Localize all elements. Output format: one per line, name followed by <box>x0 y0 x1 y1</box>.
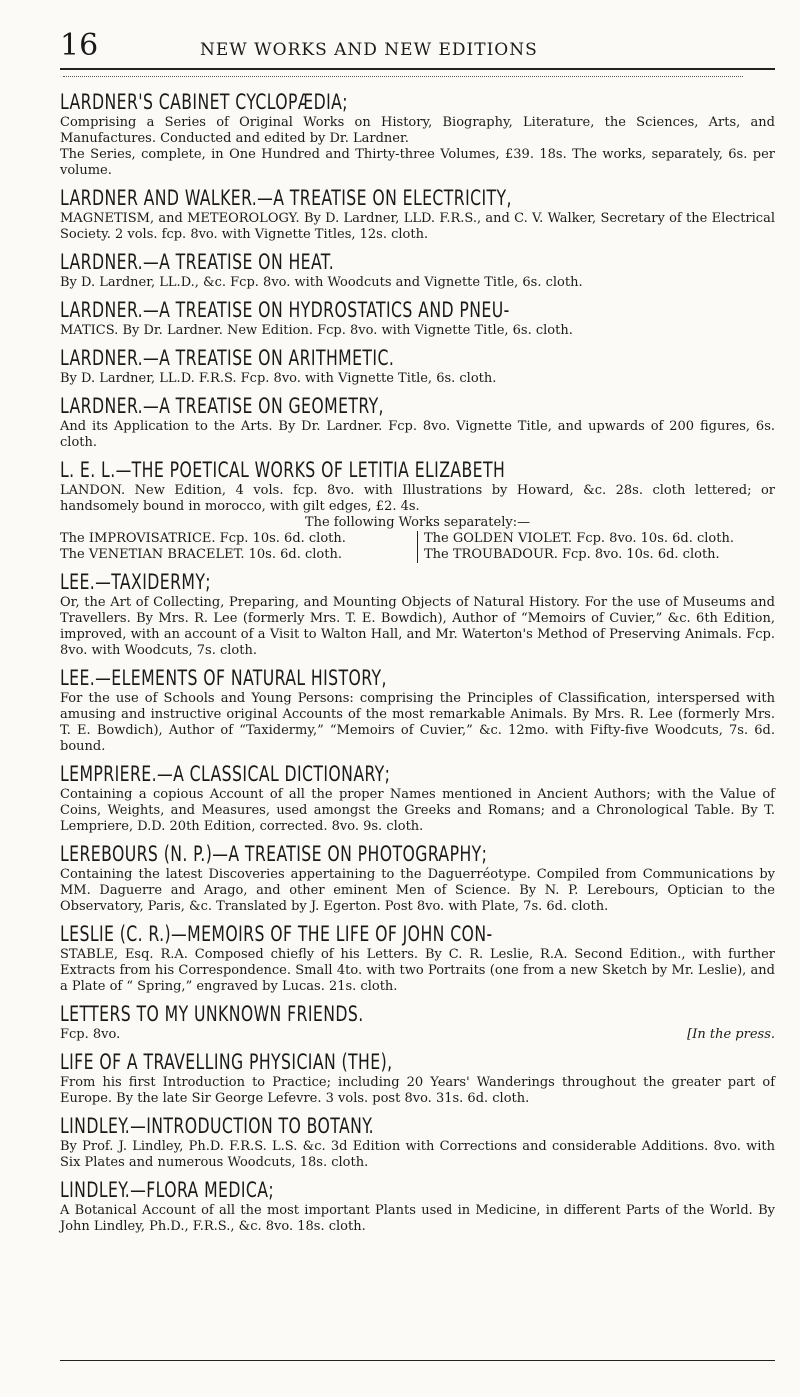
entry-paragraph: By D. Lardner, LL.D., &c. Fcp. 8vo. with Woodcuts and Vignette Title, 6s. cloth. <box>60 275 583 290</box>
entry-title: LARDNER.—A TREATISE ON HEAT. <box>60 250 335 274</box>
entry-title: LARDNER.—A TREATISE ON HYDROSTATICS AND PNEU- <box>60 298 510 322</box>
entry-paragraph: By D. Lardner, LL.D. F.R.S. Fcp. 8vo. with Vignette Title, 6s. cloth. <box>60 371 497 386</box>
catalogue-entry <box>60 569 775 659</box>
entry-paragraph: Containing the latest Discoveries appertaining to the Daguerréotype. Compiled from Communications by MM. Daguerre and Arago, and other eminent Men of Science. By N. P. Lerebours, Optician to the Observatory, Paris, &c. Translated by J. Egerton. Post 8vo. with Plate, 7s. 6d. cloth. <box>60 867 775 914</box>
entry-title: LIFE OF A TRAVELLING PHYSICIAN (THE), <box>60 1050 393 1074</box>
entry-title: LETTERS TO MY UNKNOWN FRIENDS. <box>60 1002 364 1026</box>
entry-paragraph: A Botanical Account of all the most important Plants used in Medicine, in different Parts of the World. By John Lindley, Ph.D., F.R.S., &c. 8vo. 18s. cloth. <box>60 1203 775 1234</box>
catalogue-entry <box>60 1001 775 1043</box>
catalogue-entry <box>60 921 775 995</box>
entry-paragraph: Or, the Art of Collecting, Preparing, and Mounting Objects of Natural History. For the use of Museums and Travellers. By Mrs. R. Lee (formerly Mrs. T. E. Bowdich), Author of “Memoirs of Cuvier,” &c. 6th Edition, improved, with an account of a Visit to Walton Hall, and Mr. Waterton's Method of Preserving Animals. Fcp. 8vo. with Woodcuts, 7s. cloth. <box>60 595 775 658</box>
entry-title: LEMPRIERE.—A CLASSICAL DICTIONARY; <box>60 762 391 786</box>
works-column-left <box>60 531 418 563</box>
work-item: The IMPROVISATRICE. Fcp. 10s. 6d. cloth. <box>60 531 346 546</box>
entry-paragraph: From his first Introduction to Practice; including 20 Years' Wanderings throughout the greater part of Europe. By the late Sir George Lefevre. 3 vols. post 8vo. 31s. 6d. cloth. <box>60 1075 775 1106</box>
entry-body <box>60 1203 775 1235</box>
catalogue-entry <box>60 89 775 179</box>
entry-paragraph: The Series, complete, in One Hundred and Thirty-three Volumes, £39. 18s. The works, separately, 6s. per volume. <box>60 147 775 178</box>
catalogue-entry <box>60 297 775 339</box>
sub-note: The following Works separately:— <box>304 515 531 530</box>
page-header <box>60 18 775 70</box>
entry-body <box>60 867 775 915</box>
entry-title: LEREBOURS (N. P.)—A TREATISE ON PHOTOGRAPHY; <box>60 842 488 866</box>
catalogue-entry <box>60 249 775 291</box>
format-note: Fcp. 8vo. <box>60 1027 121 1042</box>
separate-works-list <box>60 531 775 563</box>
entry-body <box>60 1139 775 1171</box>
entry-paragraph: For the use of Schools and Young Persons: comprising the Principles of Classification, interspersed with amusing and instructive original Accounts of the most remarkable Animals. By Mrs. R. Lee (formerly Mrs. T. E. Bowdich), Author of “Taxidermy,” “Memoirs of Cuvier,” &c. 12mo. with Fifty-five Woodcuts, 7s. 6d. bound. <box>60 691 775 754</box>
entry-title: LINDLEY.—FLORA MEDICA; <box>60 1178 275 1202</box>
entry-body <box>60 419 775 451</box>
running-head: NEW WORKS AND NEW EDITIONS <box>200 40 538 60</box>
entry-body <box>60 947 775 995</box>
works-column-right <box>418 531 775 563</box>
work-item: The VENETIAN BRACELET. 10s. 6d. cloth. <box>60 547 342 562</box>
catalogue-entry <box>60 393 775 451</box>
press-line <box>60 1027 775 1043</box>
entry-title: LARDNER'S CABINET CYCLOPÆDIA; <box>60 90 348 114</box>
entry-paragraph: STABLE, Esq. R.A. Composed chiefly of his Letters. By C. R. Leslie, R.A. Second Edition., with further Extracts from his Correspondence. Small 4to. with two Portraits (one from a new Sketch by Mr. Leslie), and a Plate of “ Spring,” engraved by Lucas. 21s. cloth. <box>60 947 775 994</box>
entry-body <box>60 595 775 659</box>
entry-body <box>60 371 775 387</box>
catalogue-page <box>60 18 775 1235</box>
entry-title: LINDLEY.—INTRODUCTION TO BOTANY. <box>60 1114 375 1138</box>
catalogue-entry <box>60 761 775 835</box>
entry-body <box>60 275 775 291</box>
entry-body <box>60 115 775 179</box>
entry-body <box>60 787 775 835</box>
work-item: The GOLDEN VIOLET. Fcp. 8vo. 10s. 6d. cloth. <box>424 531 734 546</box>
work-item: The TROUBADOUR. Fcp. 8vo. 10s. 6d. cloth. <box>424 547 720 562</box>
entry-title: LEE.—ELEMENTS OF NATURAL HISTORY, <box>60 666 387 690</box>
catalogue-entry <box>60 457 775 563</box>
bottom-rule <box>60 1360 775 1361</box>
catalogue-entry <box>60 345 775 387</box>
entry-body <box>60 323 775 339</box>
catalogue-entry <box>60 1049 775 1107</box>
entries-list <box>60 89 775 1235</box>
in-press-note: [In the press. <box>687 1027 775 1042</box>
entry-title: LEE.—TAXIDERMY; <box>60 570 212 594</box>
entry-paragraph: By Prof. J. Lindley, Ph.D. F.R.S. L.S. &c. 3d Edition with Corrections and considerable Additions. 8vo. with Six Plates and numerous Woodcuts, 18s. cloth. <box>60 1139 775 1170</box>
catalogue-entry <box>60 1177 775 1235</box>
entry-title: LESLIE (C. R.)—MEMOIRS OF THE LIFE OF JOHN CON- <box>60 922 493 946</box>
entry-title: LARDNER AND WALKER.—A TREATISE ON ELECTRICITY, <box>60 186 512 210</box>
catalogue-entry <box>60 665 775 755</box>
ornamental-rule <box>63 76 743 83</box>
page-number: 16 <box>60 28 99 63</box>
entry-paragraph: MATICS. By Dr. Lardner. New Edition. Fcp. 8vo. with Vignette Title, 6s. cloth. <box>60 323 573 338</box>
entry-body <box>60 483 775 515</box>
catalogue-entry <box>60 185 775 243</box>
entry-paragraph: Comprising a Series of Original Works on History, Biography, Literature, the Sciences, Arts, and Manufactures. Conducted and edited by Dr. Lardner. <box>60 115 775 146</box>
entry-title: L. E. L.—THE POETICAL WORKS OF LETITIA ELIZABETH <box>60 458 506 482</box>
entry-body <box>60 1075 775 1107</box>
catalogue-entry <box>60 1113 775 1171</box>
entry-paragraph: LANDON. New Edition, 4 vols. fcp. 8vo. with Illustrations by Howard, &c. 28s. cloth lettered; or handsomely bound in morocco, with gilt edges, £2. 4s. <box>60 483 775 514</box>
entry-paragraph: MAGNETISM, and METEOROLOGY. By D. Lardner, LLD. F.R.S., and C. V. Walker, Secretary of the Electrical Society. 2 vols. fcp. 8vo. with Vignette Titles, 12s. cloth. <box>60 211 775 242</box>
catalogue-entry <box>60 841 775 915</box>
entry-body <box>60 691 775 755</box>
entry-paragraph: Containing a copious Account of all the proper Names mentioned in Ancient Authors; with the Value of Coins, Weights, and Measures, used amongst the Greeks and Romans; and a Chronological Table. By T. Lempriere, D.D. 20th Edition, corrected. 8vo. 9s. cloth. <box>60 787 775 834</box>
entry-body <box>60 211 775 243</box>
entry-title: LARDNER.—A TREATISE ON ARITHMETIC. <box>60 346 395 370</box>
entry-paragraph: And its Application to the Arts. By Dr. Lardner. Fcp. 8vo. Vignette Title, and upwards of 200 figures, 6s. cloth. <box>60 419 775 450</box>
entry-title: LARDNER.—A TREATISE ON GEOMETRY, <box>60 394 384 418</box>
